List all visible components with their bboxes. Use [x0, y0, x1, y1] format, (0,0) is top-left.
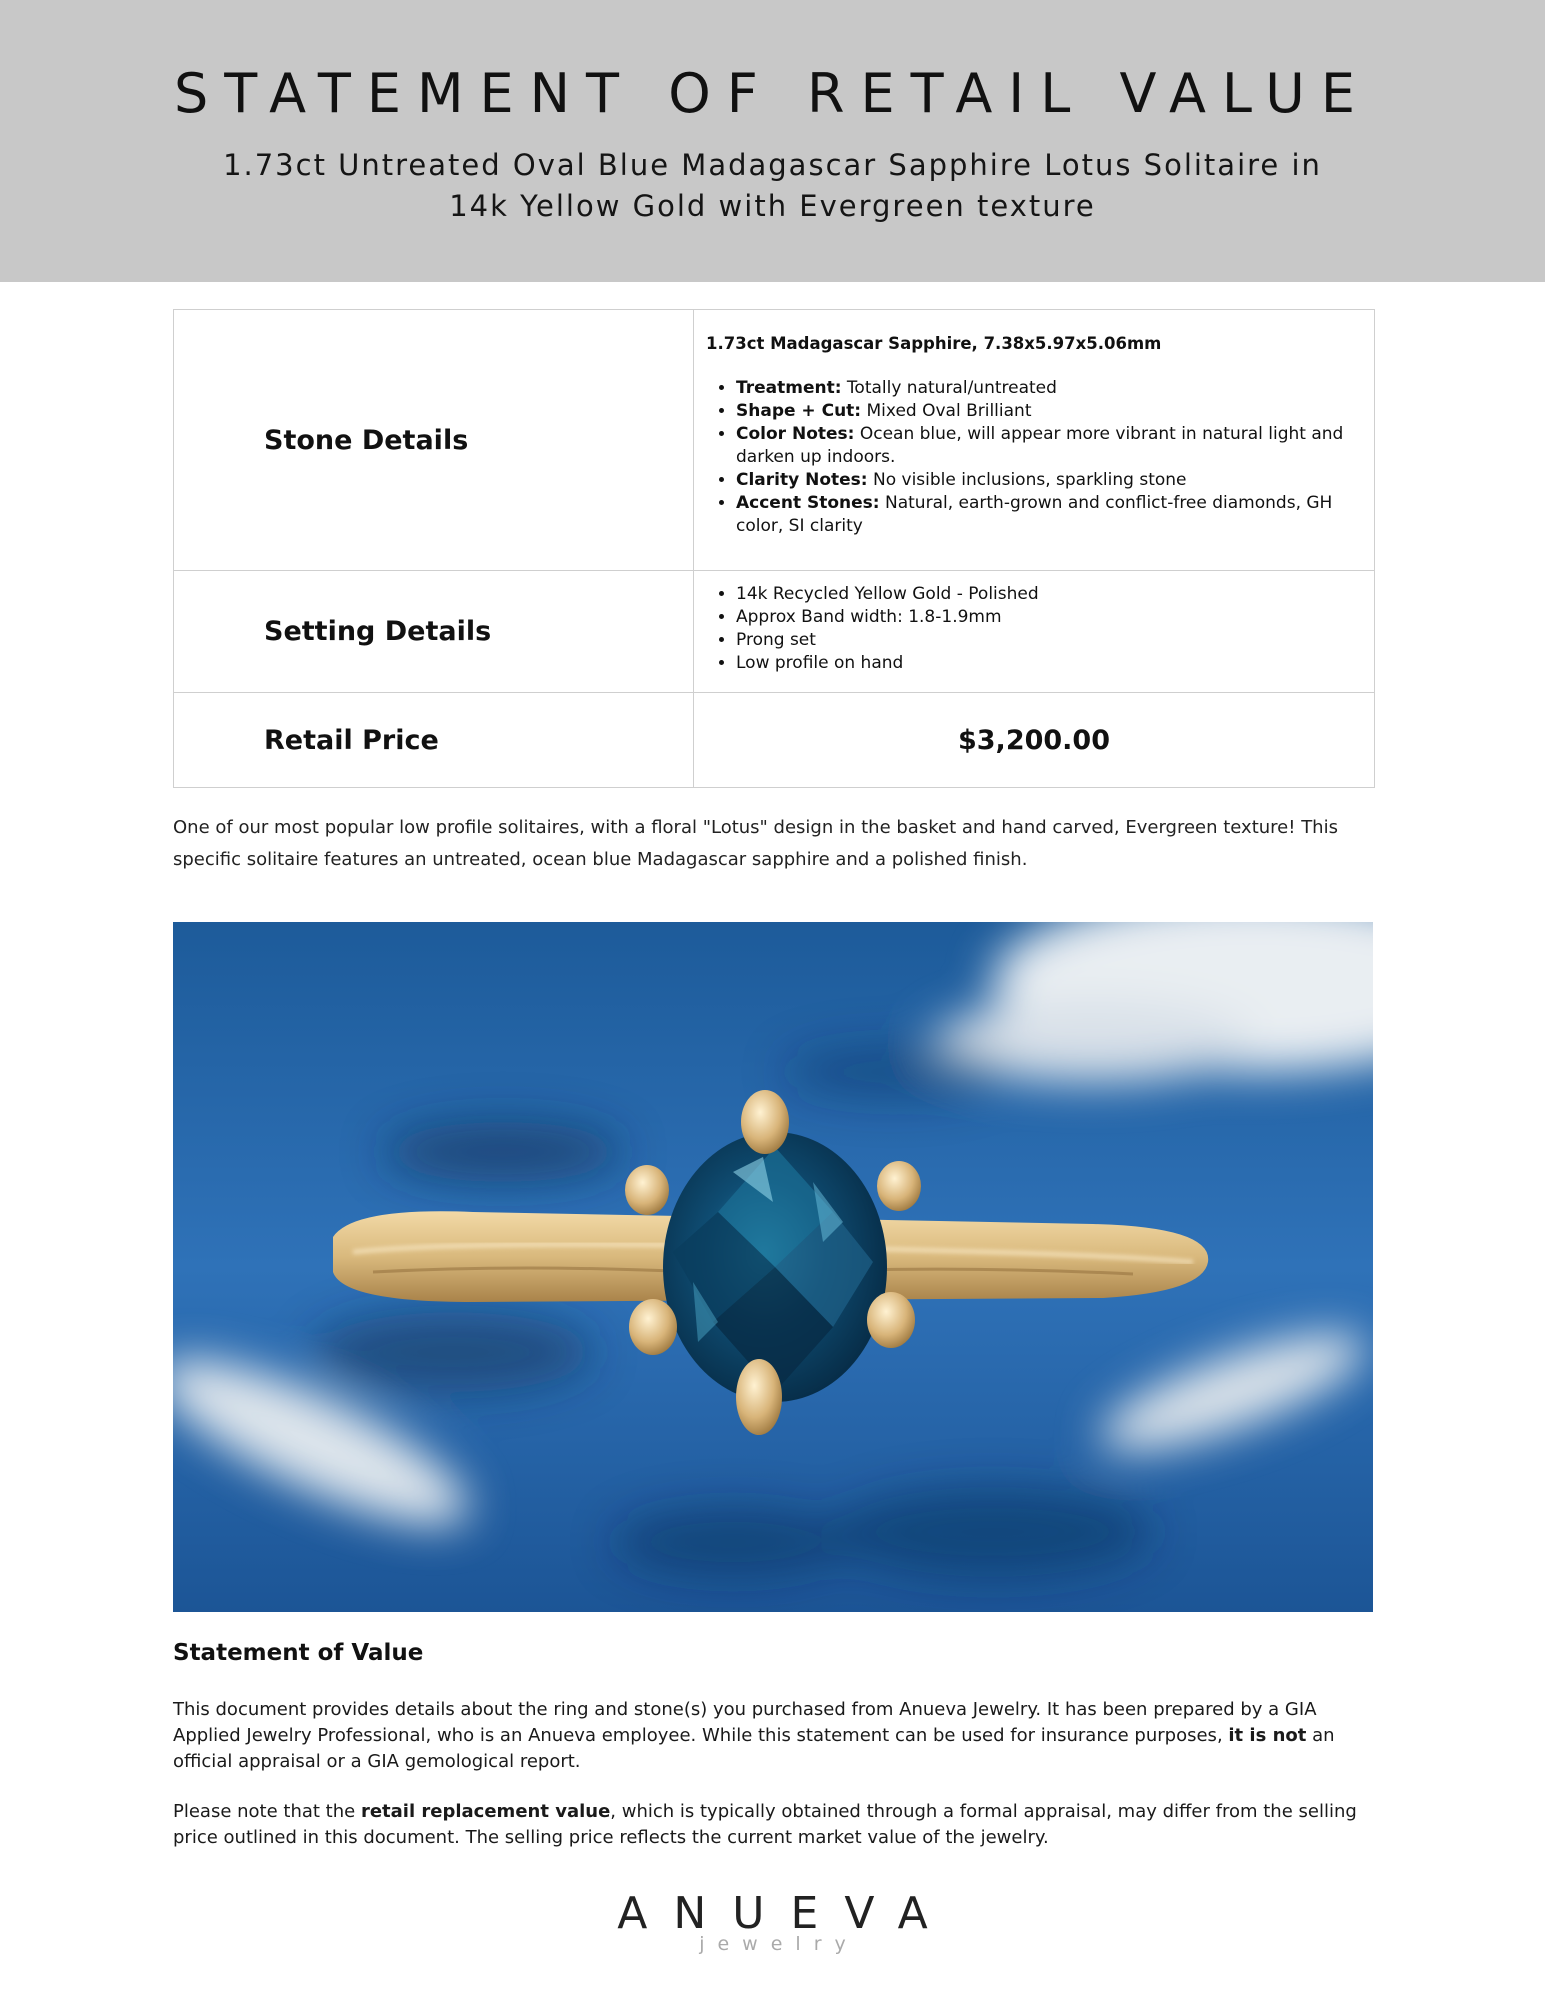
anueva-logo	[0, 1888, 1545, 1955]
detail-key: Color Notes:	[736, 424, 855, 444]
statement-text: Please note that the	[173, 1801, 361, 1822]
ring-photo	[173, 922, 1373, 1612]
stone-details-label: Stone Details	[264, 424, 469, 456]
product-description: One of our most popular low profile solitaires, with a floral "Lotus" design in the basket and hand carved, Evergreen texture! This specific solitaire features an untreated, ocean blue Madagascar sapphire and a polished finish.	[173, 817, 1338, 870]
setting-details-content	[694, 571, 1374, 692]
detail-key: Clarity Notes:	[736, 470, 868, 490]
stone-details-label-cell	[174, 310, 694, 570]
subtitle-line-1: 1.73ct Untreated Oval Blue Madagascar Sapphire Lotus Solitaire in	[223, 148, 1322, 182]
subtitle-line-2: 14k Yellow Gold with Evergreen texture	[449, 189, 1096, 223]
retail-price-label: Retail Price	[264, 724, 439, 756]
statement-emphasis: it is not	[1228, 1725, 1307, 1746]
statement-text: an official appraisal or a GIA gemological report.	[173, 1725, 1335, 1772]
logo-subtext: jewelry	[699, 1933, 859, 1955]
retail-price-label-cell	[174, 693, 694, 787]
statement-of-value-heading: Statement of Value	[173, 1640, 424, 1666]
stone-detail-item	[736, 400, 1350, 423]
setting-detail-item: • Approx Band width: 1.8-1.9mm	[736, 606, 1350, 629]
retail-price-row	[174, 693, 1374, 787]
setting-details-label-cell	[174, 571, 694, 692]
detail-value: No visible inclusions, sparkling stone	[873, 470, 1187, 490]
setting-details-label: Setting Details	[264, 616, 492, 647]
stone-heading: 1.73ct Madagascar Sapphire, 7.38x5.97x5.06mm	[706, 334, 1162, 353]
statement-emphasis: retail replacement value	[360, 1801, 611, 1822]
header-banner	[0, 0, 1545, 282]
document-title: STATEMENT OF RETAIL VALUE	[174, 62, 1371, 125]
ring-image	[173, 922, 1373, 1612]
setting-detail-item: • 14k Recycled Yellow Gold - Polished	[736, 583, 1350, 606]
setting-details-list	[706, 583, 1350, 675]
setting-details-row	[174, 571, 1374, 693]
stone-detail-item	[736, 469, 1350, 492]
statement-text: , which is typically obtained through a formal appraisal, may differ from the selling price outlined in this document. The selling price reflects the current market value of the jewelry.	[173, 1801, 1357, 1848]
setting-detail-item: • Low profile on hand	[736, 652, 1350, 675]
document-subtitle	[150, 145, 1395, 227]
detail-value: Mixed Oval Brilliant	[866, 401, 1032, 421]
detail-key: Shape + Cut:	[736, 401, 862, 421]
details-table	[173, 309, 1375, 788]
stone-detail-item	[736, 492, 1350, 538]
detail-key: Treatment:	[736, 378, 842, 398]
stone-details-row	[174, 310, 1374, 571]
stone-detail-item	[736, 423, 1350, 469]
detail-value: Natural, earth-grown and conflict-free diamonds, GH color, SI clarity	[736, 493, 1333, 536]
setting-detail-item: • Prong set	[736, 629, 1350, 652]
logo-wordmark: ANUEVA	[617, 1888, 954, 1939]
stone-details-list	[706, 377, 1350, 538]
stone-details-content	[694, 310, 1374, 570]
detail-key: Accent Stones:	[736, 493, 880, 513]
statement-text: This document provides details about the ring and stone(s) you purchased from Anueva Jewelry. It has been prepared by a GIA Applied Jewelry Professional, who is an Anueva employee. While this statement can be used for insurance purposes,	[173, 1699, 1317, 1746]
detail-value: Ocean blue, will appear more vibrant in natural light and darken up indoors.	[736, 424, 1344, 467]
retail-price-value: $3,200.00	[957, 724, 1111, 756]
stone-detail-item	[736, 377, 1350, 400]
statement-paragraph-1	[173, 1697, 1373, 1775]
detail-value: Totally natural/untreated	[846, 378, 1057, 398]
statement-paragraph-2	[173, 1799, 1373, 1851]
